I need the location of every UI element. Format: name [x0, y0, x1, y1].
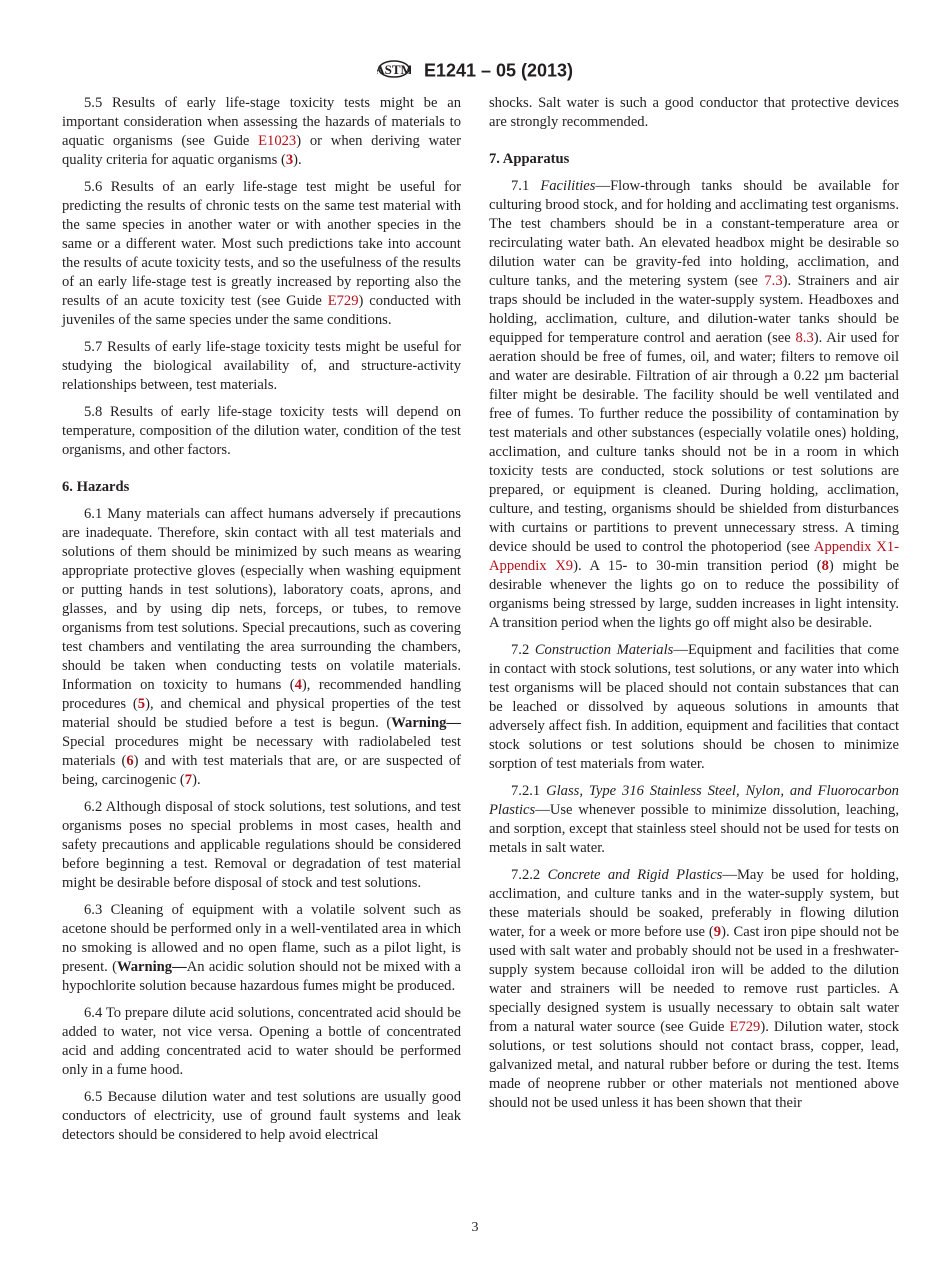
text: ) or when deriving water quality criteria for aquatic organisms (	[62, 133, 461, 168]
cross-reference-link[interactable]: E729	[327, 293, 359, 309]
citation-link[interactable]: 3	[285, 152, 294, 168]
text: ). A 15- to 30-min transition period (	[573, 558, 822, 574]
text: Special procedures might be necessary with radiolabeled test materials (	[62, 734, 461, 769]
text: —Use whenever possible to minimize dissolution, leaching, and sorption, except that stainless steel should not be used for tests on metals in salt water.	[489, 802, 899, 856]
text: 5.5 Results of early life-stage toxicity tests might be an important consideration when assessing the hazards of materials to aquatic organisms (see Guide	[62, 95, 461, 149]
paragraph	[62, 1004, 461, 1080]
document-designation: E1241 – 05 (2013)	[423, 60, 574, 81]
page-number: 3	[471, 1220, 479, 1235]
cross-reference-link[interactable]: Appendix X1-Appendix X9	[489, 539, 900, 574]
section-heading	[489, 150, 899, 169]
paragraph	[62, 505, 461, 790]
text: 5.8 Results of early life-stage toxicity tests will depend on temperature, composition of the dilution water, condition of the test organisms, and other factors.	[62, 404, 461, 458]
paragraph	[62, 178, 461, 330]
subsection-title: Construction Materials	[534, 642, 674, 658]
text: 6. Hazards	[62, 479, 130, 495]
text: 5.7 Results of early life-stage toxicity tests might be useful for studying the biological availability of, and structure-activity relationships between, test materials.	[62, 339, 461, 393]
citation-link[interactable]: 8	[821, 558, 829, 574]
text: —Equipment and facilities that come in contact with stock solutions, test solutions, or any water into which test organisms will be placed should not contain substances that can be leached or dissolved by aqueous solutions in amounts that adversely affect fish. In addition, equipment and facilities that contact stock solutions or test solutions should be chosen to minimize sorption of test materials from water.	[489, 642, 900, 772]
paragraph	[489, 94, 899, 132]
cross-reference-link[interactable]: 7.3	[764, 273, 783, 289]
text: 7.2.2	[511, 867, 548, 883]
paragraph	[62, 901, 461, 996]
text: —Flow-through tanks should be available for culturing brood stock, and for holding and acclimating test organisms. The test chambers should be in a constant-temperature area or recirculating water bath. An elevated headbox might be desirable so dilution water can be gravity-fed into holding, acclimation, and culture tanks, and the metering system (see	[489, 178, 899, 289]
text: 6.5 Because dilution water and test solutions are usually good conductors of electricity, use of ground fault systems and leak detectors should be considered to help avoid electrical	[62, 1089, 461, 1143]
paragraph	[62, 1088, 461, 1145]
text: —May be used for holding, acclimation, and culture tanks and in the water-supply system, but these materials should be soaked, preferably in flowing dilution water, for a week or more before use (	[489, 867, 899, 940]
left-column	[62, 94, 461, 1153]
text: ). Dilution water, stock solutions, or test solutions should not contact brass, copper, lead, galvanized metal, and natural rubber before or during the test. Items made of neoprene rubber or other materials not mentioned above should not be used unless it has been shown that their	[489, 1019, 899, 1111]
text: ) might be desirable whenever the lights go on to reduce the possibility of organisms being stressed by large, sudden increases in light intensity. A transition period when the lights go off might also be desirable.	[489, 558, 899, 631]
right-column	[489, 94, 899, 1121]
paragraph	[62, 798, 461, 893]
cross-reference-link[interactable]: 8.3	[795, 330, 814, 346]
text: ).	[293, 152, 302, 168]
page-header	[0, 56, 950, 87]
svg-text:ASTM: ASTM	[376, 62, 411, 77]
warning-label: Warning—	[116, 959, 187, 975]
citation-link[interactable]: 7	[184, 772, 193, 788]
text: 7. Apparatus	[489, 151, 570, 167]
paragraph	[489, 782, 899, 858]
text: 6.1 Many materials can affect humans adversely if precautions are inadequate. Therefore, skin contact with all test materials and solutions of them should be minimized by such means as wearing appropriate protective gloves (especially when washing equipment or putting hands in test solutions), laboratory coats, aprons, and glasses, and by using dip nets, forceps, or tubes, to remove organisms from test solutions. Special precautions, such as covering test chambers and ventilating the area surrounding the chambers, should be taken when conducting tests on volatile materials. Information on toxicity to humans (	[62, 506, 461, 693]
subsection-title: Glass, Type 316 Stainless Steel, Nylon, and Fluorocarbon Plastics	[489, 783, 899, 818]
astm-logo	[377, 56, 411, 87]
text: ). Strainers and air traps should be included in the water-supply system. Headboxes and holding, acclimation, culture, and dilution-water tanks should be equipped for temperature control and aeration (see	[489, 273, 900, 346]
text: 6.3 Cleaning of equipment with a volatile solvent such as acetone should be performed only in a well-ventilated area in which no smoking is allowed and no open flame, such as a pilot light, is present. (	[62, 902, 461, 975]
paragraph	[489, 866, 899, 1113]
text: 6.2 Although disposal of stock solutions, test solutions, and test organisms poses no special problems in most cases, health and safety precautions and applicable regulations should be considered before beginning a test. Removal or degradation of test material might be desirable before disposal of stock and test solutions.	[62, 799, 461, 891]
warning-label: Warning—	[391, 715, 461, 731]
text: 5.6 Results of an early life-stage test might be useful for predicting the results of chronic tests on the same test material with the same species in another water or with another species in the same or a different water. Most such predictions take into account the results of acute toxicity tests, and so the usefulness of the results of an early life-stage test is greatly increased by reporting also the results of an acute toxicity test (see Guide	[62, 179, 461, 309]
subsection-title: Facilities	[540, 178, 596, 194]
text: An acidic solution should not be mixed with a hypochlorite solution because hazardous fumes might be produced.	[62, 959, 461, 994]
citation-link[interactable]: 9	[713, 924, 722, 940]
citation-link[interactable]: 6	[126, 753, 134, 769]
section-heading	[62, 478, 461, 497]
citation-link[interactable]: 5	[137, 696, 146, 712]
paragraph	[489, 177, 899, 633]
text: ). Air used for aeration should be free of fumes, oil, and water; filters to remove oil and water are desirable. Filtration of air through a 0.22 µm bacterial filter might be desirable. The facility should be well ventilated and free of fumes. To further reduce the possibility of contamination by test materials and other substances (especially volatile ones) holding, acclimation, and culture tanks should not be in a room in which toxicity tests are conducted, stock solutions or test solutions are prepared, or equipment is cleaned. During holding, acclimation, culture, and testing, organisms should be shielded from disturbances with curtains or partitions to prevent unnecessary stress. A timing device should be used to control the photoperiod (see	[489, 330, 899, 555]
subsection-title: Concrete and Rigid Plastics	[547, 867, 723, 883]
paragraph	[62, 403, 461, 460]
text: ) conducted with juveniles of the same species under the same conditions.	[62, 293, 462, 328]
paragraph	[62, 338, 461, 395]
text: 7.2.1	[511, 783, 547, 799]
citation-link[interactable]: 4	[294, 677, 302, 693]
cross-reference-link[interactable]: E1023	[258, 133, 297, 149]
text: 6.4 To prepare dilute acid solutions, concentrated acid should be added to water, not vice versa. Opening a bottle of concentrated acid and adding concentrated acid to water should be performed only in a fume hood.	[62, 1005, 461, 1078]
cross-reference-link[interactable]: E729	[729, 1019, 761, 1035]
text: 7.2	[511, 642, 535, 658]
text: ), and chemical and physical properties of the test material should be studied before a test is begun. (	[62, 696, 461, 731]
paragraph	[489, 641, 899, 774]
text: 7.1	[511, 178, 541, 194]
text: ). Cast iron pipe should not be used with salt water and probably should not be used in a freshwater-supply system because colloidal iron will be added to the dilution water and strainers will be needed to remove rust particles. A specially designed system is usually necessary to obtain salt water from a natural water source (see Guide	[489, 924, 900, 1035]
text: shocks. Salt water is such a good conductor that protective devices are strongly recommended.	[489, 95, 899, 130]
text: ).	[192, 772, 201, 788]
text: ), recommended handling procedures (	[62, 677, 461, 712]
paragraph	[62, 94, 461, 170]
text: ) and with test materials that are, or are suspected of being, carcinogenic (	[62, 753, 462, 788]
